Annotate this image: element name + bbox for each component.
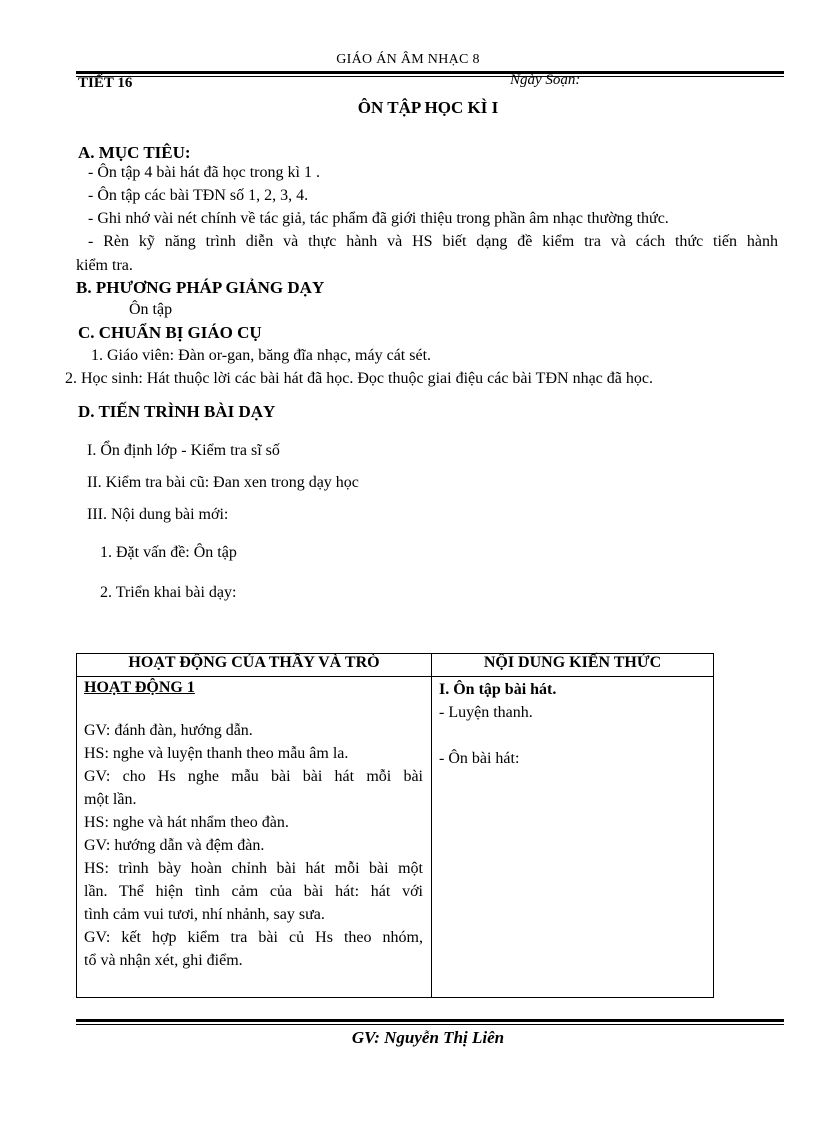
procedure-subitem: 2. Triển khai bài dạy:: [100, 584, 237, 601]
objective-item: - Ghi nhớ vài nét chính về tác giả, tác phẩm đã giới thiệu trong phần âm nhạc thường thức.: [88, 210, 669, 227]
knowledge-line: - Ôn bài hát:: [439, 750, 520, 767]
lesson-activity-table: [76, 653, 714, 998]
activity-line: HS: trình bày hoàn chỉnh bài hát mỗi bài một: [84, 860, 423, 877]
activity-line: HS: nghe và luyện thanh theo mẫu âm la.: [84, 745, 349, 762]
procedure-subitem: 1. Đặt vấn đề: Ôn tập: [100, 544, 237, 561]
document-title: ÔN TẬP HỌC KÌ I: [357, 98, 499, 117]
section-c-heading: C. CHUẨN BỊ GIÁO CỤ: [78, 323, 262, 342]
header-rule-thin: [76, 76, 784, 77]
page-header-title: GIÁO ÁN ÂM NHẠC 8: [336, 52, 480, 67]
section-d-heading: D. TIẾN TRÌNH BÀI DẠY: [78, 402, 276, 421]
table-header-knowledge: NỘI DUNG KIẾN THỨC: [432, 654, 714, 677]
activity-line: GV: hướng dẫn và đệm đàn.: [84, 837, 265, 854]
preparation-date-label: Ngày Soạn:: [510, 72, 581, 88]
activity-line: GV: đánh đàn, hướng dẫn.: [84, 722, 253, 739]
activity-line: tình cảm vui tươi, nhí nhảnh, say sưa.: [84, 906, 325, 923]
activity-title: HOẠT ĐỘNG 1: [84, 679, 195, 696]
teacher-name: GV: Nguyễn Thị Liên: [351, 1028, 505, 1047]
objective-item-continued: kiểm tra.: [76, 257, 133, 274]
objective-item: - Rèn kỹ năng trình diễn và thực hành và HS biết dạng đề kiểm tra và cách thức tiến hành: [88, 233, 778, 250]
section-b-heading: B. PHƯƠNG PHÁP GIẢNG DẠY: [76, 278, 325, 297]
procedure-item: II. Kiểm tra bài cũ: Đan xen trong dạy học: [87, 474, 359, 491]
activities-cell: [77, 677, 432, 998]
activity-line: GV: kết hợp kiểm tra bài củ Hs theo nhóm,: [84, 929, 423, 946]
activity-line: tổ và nhận xét, ghi điểm.: [84, 952, 243, 969]
activity-line: lần. Thể hiện tình cảm của bài hát: hát với: [84, 883, 423, 900]
objective-item: - Ôn tập 4 bài hát đã học trong kì 1 .: [88, 164, 320, 181]
teaching-method: Ôn tập: [129, 301, 173, 318]
procedure-item: III. Nội dung bài mới:: [87, 506, 229, 523]
material-item: 1. Giáo viên: Đàn or-gan, băng đĩa nhạc, máy cát sét.: [91, 347, 432, 364]
activity-line: GV: cho Hs nghe mẫu bài bài hát mỗi bài: [84, 768, 423, 785]
knowledge-title: I. Ôn tập bài hát.: [439, 681, 557, 698]
activity-line: HS: nghe và hát nhẩm theo đàn.: [84, 814, 289, 831]
objective-item: - Ôn tập các bài TĐN số 1, 2, 3, 4.: [88, 187, 309, 204]
procedure-item: I. Ổn định lớp - Kiểm tra sĩ số: [87, 442, 280, 459]
footer-rule-thick: [76, 1019, 784, 1022]
knowledge-line: - Luyện thanh.: [439, 704, 533, 721]
section-a-heading: A. MỤC TIÊU:: [78, 143, 191, 162]
knowledge-cell: [432, 677, 714, 998]
footer-rule-thin: [76, 1024, 784, 1025]
header-rule-thick: [76, 71, 784, 74]
lesson-number: TIẾT 16: [78, 75, 133, 91]
material-item: 2. Học sinh: Hát thuộc lời các bài hát đã học. Đọc thuộc giai điệu các bài TĐN nhạc đã học.: [65, 370, 653, 387]
table-header-activities: HOẠT ĐỘNG CỦA THẦY VÀ TRÒ: [77, 654, 432, 677]
activity-line: một lần.: [84, 791, 137, 808]
